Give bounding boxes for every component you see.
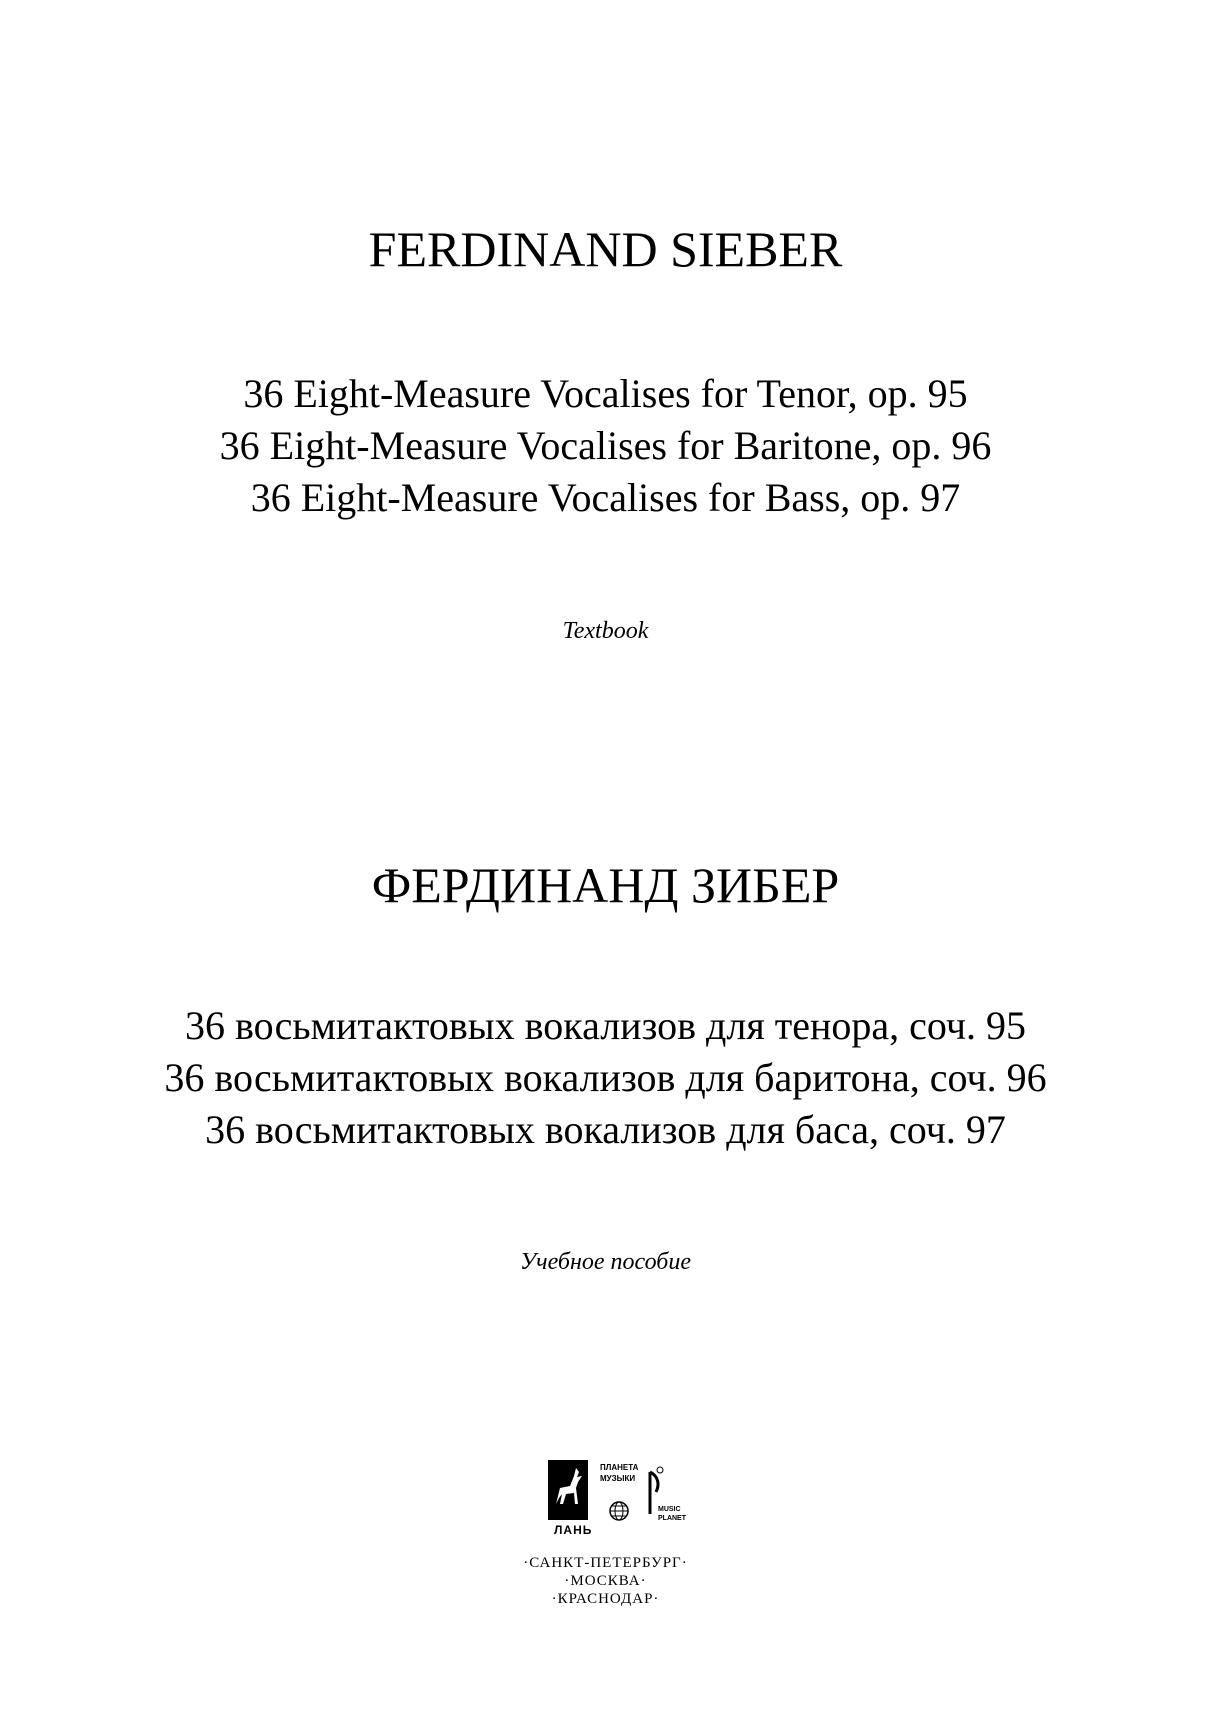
globe-icon bbox=[608, 1500, 630, 1522]
city-moscow: ·МОСКВА· bbox=[564, 1573, 647, 1589]
work-title-baritone-russian: 36 восьмитактовых вокализов для баритона, соч. 96 bbox=[164, 1055, 1047, 1100]
planet-logo-text-line2: МУЗЫКИ bbox=[600, 1474, 636, 1483]
work-title-tenor-english: 36 Eight-Measure Vocalises for Tenor, op. 95 bbox=[243, 371, 968, 416]
work-title-tenor-russian: 36 восьмитактовых вокализов для тенора, соч. 95 bbox=[185, 1003, 1026, 1048]
publication-type-english: Textbook bbox=[562, 618, 649, 644]
city-saint-petersburg: ·САНКТ-ПЕТЕРБУРГ· bbox=[523, 1555, 688, 1571]
planet-logo-text-line1: ПЛАНЕТА bbox=[600, 1463, 639, 1472]
work-title-bass-english: 36 Eight-Measure Vocalises for Bass, op. 97 bbox=[250, 475, 961, 520]
work-title-baritone-english: 36 Eight-Measure Vocalises for Baritone, op. 96 bbox=[219, 423, 992, 468]
publisher-logo bbox=[546, 1458, 686, 1538]
author-name-english: FERDINAND SIEBER bbox=[368, 221, 843, 277]
author-name-russian: ФЕРДИНАНД ЗИБЕР bbox=[371, 857, 840, 913]
music-logo-text-line1: MUSIC bbox=[658, 1506, 681, 1513]
publication-type-russian: Учебное пособие bbox=[519, 1249, 692, 1275]
city-krasnodar: ·КРАСНОДАР· bbox=[551, 1591, 660, 1607]
work-title-bass-russian: 36 восьмитактовых вокализов для баса, соч. 97 bbox=[205, 1107, 1006, 1152]
music-logo-text-line2: PLANET bbox=[658, 1515, 686, 1522]
lan-logo-text: ЛАНЬ bbox=[554, 1523, 593, 1537]
